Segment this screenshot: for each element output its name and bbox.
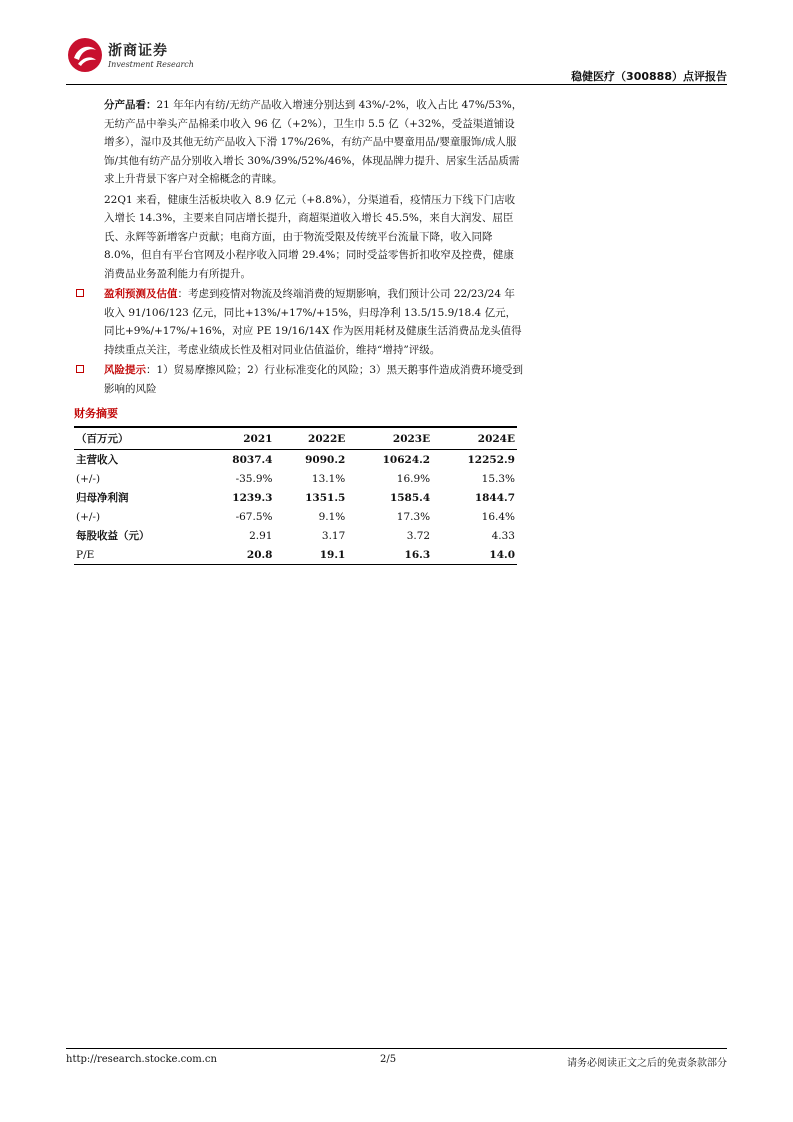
table-cell: 13.1% [311,472,346,485]
report-title: 稳健医疗（300888）点评报告 [571,70,727,83]
report-body [104,96,524,398]
row-label: (+/-) [76,510,101,523]
row-label: 主营收入 [76,454,118,466]
financial-summary-title: 财务摘要 [74,407,118,420]
table-header-cell: 2023E [347,427,432,450]
table-row [74,545,517,565]
row-label: 每股收益（元） [76,530,150,542]
table-cell: 9090.2 [305,453,346,466]
product-analysis-paragraph [104,96,524,189]
table-cell: 19.1 [274,545,347,565]
risk-label: 风险提示 [104,364,146,376]
table-header-cell: 2022E [274,427,347,450]
table-cell: 10624.2 [382,453,431,466]
page-number: 2/5 [380,1054,397,1065]
footer-divider [66,1048,727,1049]
table-cell: 16.9% [396,472,431,485]
table-header-cell: 2021 [202,427,275,450]
table-row [74,507,517,526]
logo-name-en: Investment Research [108,60,194,69]
table-cell: 16.3 [347,545,432,565]
product-analysis-lead: 分产品看： [104,99,157,111]
table-row [74,526,517,545]
company-logo [66,36,194,78]
checkbox-bullet-icon [76,289,84,297]
financial-summary-table [74,426,517,565]
logo-name-cn: 浙商证券 [108,43,168,59]
table-cell: 1844.7 [474,491,515,504]
forecast-text: ：考虑到疫情对物流及终端消费的短期影响，我们预计公司 22/23/24 年收入 91/106/123 亿元，同比+13%/+17%/+15%，归母净利 13.5/15.9/18.4 亿元，同比+9%/+17%/+16%，对应 PE 19/16/14X 作为医用耗材及健康生活消费品龙头值得持续重点关注，考虑业绩成长性及相对同业估值溢价，维持“增持”评级。 [104,288,522,356]
table-row [74,450,517,470]
table-cell: 8037.4 [232,453,273,466]
table-cell: -67.5% [235,510,273,523]
table-cell: 1239.3 [232,491,273,504]
table-cell: 2.91 [249,529,273,542]
table-cell: -35.9% [235,472,273,485]
footer-disclaimer: 请务必阅读正文之后的免责条款部分 [567,1058,727,1069]
table-header-cell: 2024E [432,427,517,450]
risk-text: ：1）贸易摩擦风险；2）行业标准变化的风险；3）黑天鹅事件造成消费环境受到影响的风险 [104,364,524,395]
checkbox-bullet-icon [76,365,84,373]
table-cell: 3.17 [321,529,346,542]
table-row [74,469,517,488]
logo-icon [66,36,104,74]
footer-url[interactable]: http://research.stocke.com.cn [66,1054,217,1065]
forecast-bullet [104,285,524,359]
row-label: 归母净利润 [76,492,129,504]
table-cell: 1585.4 [389,491,431,504]
row-label: (+/-) [76,472,101,485]
table-cell: 12252.9 [467,453,515,466]
product-analysis-text: 21 年年内有纺/无纺产品收入增速分别达到 43%/-2%，收入占比 47%/53%，无纺产品中拳头产品棉柔巾收入 96 亿（+2%），卫生巾 5.5 亿（+32%，受益渠道铺设增多），湿巾及其他无纺产品收入下滑 17%/26%，有纺产品中婴童用品/婴童服饰/成人服饰/其他有纺产品分别收入增长 30%/39%/52%/46%，体现品牌力提升、居家生活品质需求上升背景下客户对全棉概念的青睐。 [104,99,523,185]
forecast-label: 盈利预测及估值 [104,288,178,300]
table-cell: 9.1% [318,510,346,523]
table-cell: 16.4% [481,510,515,523]
risk-bullet [104,361,524,398]
table-row [74,488,517,507]
table-cell: 3.72 [406,529,431,542]
table-header-row [74,427,517,450]
table-cell: 20.8 [202,545,275,565]
row-label: P/E [74,545,202,565]
table-cell: 4.33 [491,529,515,542]
table-cell: 17.3% [396,510,431,523]
table-cell: 15.3% [481,472,515,485]
table-cell: 14.0 [432,545,517,565]
header-divider [66,84,727,85]
table-cell: 1351.5 [305,491,346,504]
q1-analysis-paragraph: 22Q1 来看，健康生活板块收入 8.9 亿元（+8.8%），分渠道看，疫情压力下线下门店收入增长 14.3%，主要来自同店增长提升，商超渠道收入增长 45.5%，来自大润发、屈臣氏、永辉等新增客户贡献；电商方面，由于物流受限及传统平台流量下降，收入同降 8.0%，但自有平台官网及小程序收入同增 29.4%；同时受益零售折扣收窄及控费，健康消费品业务盈利能力有所提升。 [104,193,516,280]
table-header-cell: （百万元） [74,427,202,450]
